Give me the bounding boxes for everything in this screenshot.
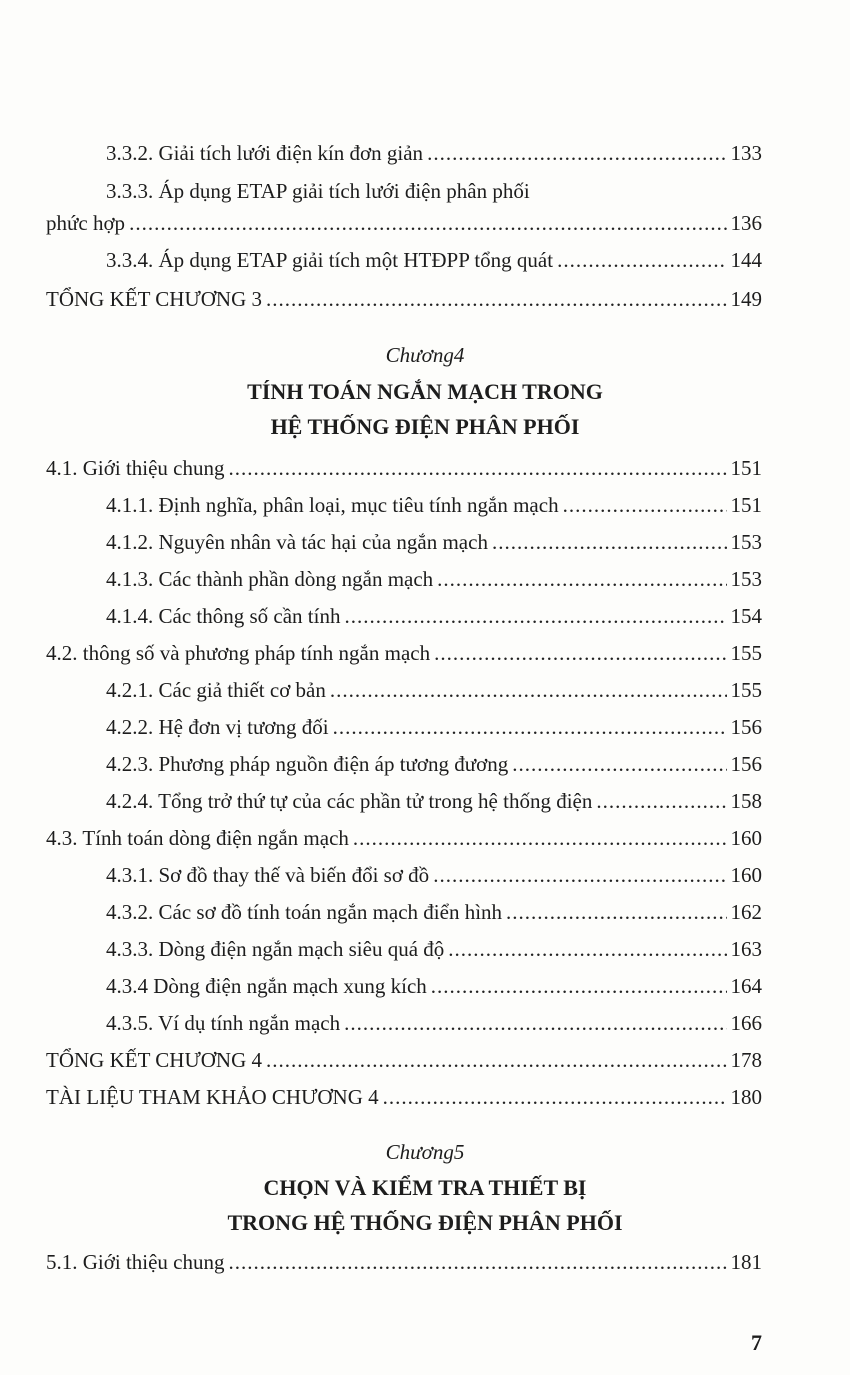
leader-dots xyxy=(557,246,726,274)
toc-entry[interactable] xyxy=(106,676,762,704)
toc-entry-page: 180 xyxy=(730,1085,762,1109)
toc-entry-label: 4.1.2. Nguyên nhân và tác hại của ngắn mạch xyxy=(106,530,488,554)
chapter-title: TRONG HỆ THỐNG ĐIỆN PHÂN PHỐI xyxy=(227,1210,623,1235)
toc-entry-label: TỔNG KẾT CHƯƠNG 4 xyxy=(46,1048,262,1072)
toc-entry-page: 149 xyxy=(730,287,762,311)
leader-dots xyxy=(344,1009,726,1037)
toc-entry[interactable] xyxy=(46,824,762,852)
toc-entry-page: 162 xyxy=(730,900,762,924)
toc-entry-page: 153 xyxy=(730,530,762,554)
toc-entry-page: 181 xyxy=(730,1250,762,1274)
toc-entry[interactable] xyxy=(46,209,762,237)
leader-dots xyxy=(434,639,726,667)
toc-entry-label: 4.3.5. Ví dụ tính ngắn mạch xyxy=(106,1011,341,1035)
toc-entry[interactable] xyxy=(106,491,762,519)
toc-entry[interactable] xyxy=(106,861,762,889)
toc-entry-page: 166 xyxy=(730,1011,762,1035)
leader-dots xyxy=(596,787,726,815)
toc-entry-page: 154 xyxy=(730,604,762,628)
toc-entry-page: 144 xyxy=(730,248,762,272)
chapter-label: Chương4 xyxy=(385,343,465,367)
toc-entry-label: 4.1.3. Các thành phần dòng ngắn mạch xyxy=(106,567,434,591)
toc-entry-label: 3.3.4. Áp dụng ETAP giải tích một HTĐPP tổng quát xyxy=(106,248,554,272)
toc-entry-label: 4.3.2. Các sơ đồ tính toán ngắn mạch điển hình xyxy=(106,900,503,924)
toc-entry[interactable] xyxy=(46,1083,762,1111)
toc-entry[interactable] xyxy=(46,1248,762,1276)
toc-entry-label: 4.2.2. Hệ đơn vị tương đối xyxy=(106,715,329,739)
chapter-title: CHỌN VÀ KIỂM TRA THIẾT BỊ xyxy=(263,1175,587,1200)
toc-entry[interactable] xyxy=(106,713,762,741)
leader-dots xyxy=(427,139,726,167)
toc-entry-label: 4.3.1. Sơ đồ thay thế và biến đổi sơ đồ xyxy=(106,863,430,887)
toc-entry[interactable] xyxy=(106,565,762,593)
leader-dots xyxy=(431,972,727,1000)
toc-entry[interactable] xyxy=(106,935,762,963)
leader-dots xyxy=(229,454,727,482)
toc-entry[interactable] xyxy=(106,1009,762,1037)
toc-entry[interactable] xyxy=(106,972,762,1000)
toc-entry-page: 155 xyxy=(730,678,762,702)
leader-dots xyxy=(506,898,726,926)
leader-dots xyxy=(229,1248,727,1276)
toc-entry-page: 163 xyxy=(730,937,762,961)
toc-entry-label: TỔNG KẾT CHƯƠNG 3 xyxy=(46,287,262,311)
leader-dots xyxy=(433,861,726,889)
leader-dots xyxy=(129,209,726,237)
leader-dots xyxy=(492,528,727,556)
toc-entry-label: 5.1. Giới thiệu chung xyxy=(46,1250,225,1274)
leader-dots xyxy=(333,713,727,741)
toc-entry-label: 4.2.1. Các giả thiết cơ bản xyxy=(106,678,326,702)
leader-dots xyxy=(344,602,726,630)
toc-entry-page: 156 xyxy=(730,715,762,739)
leader-dots xyxy=(266,285,727,313)
toc-entry-label: 4.2.3. Phương pháp nguồn điện áp tương đương xyxy=(106,752,509,776)
toc-entry-page: 160 xyxy=(730,826,762,850)
leader-dots xyxy=(448,935,726,963)
toc-entry-label: 4.2. thông số và phương pháp tính ngắn mạch xyxy=(46,641,431,665)
toc-entry[interactable] xyxy=(106,246,762,274)
toc-entry-page: 133 xyxy=(730,141,762,165)
toc-entry-label-line1[interactable]: 3.3.3. Áp dụng ETAP giải tích lưới điện phân phối xyxy=(106,179,530,203)
page-number: 7 xyxy=(751,1330,762,1355)
toc-entry-page: 151 xyxy=(730,493,762,517)
toc-entry-page: 151 xyxy=(730,456,762,480)
leader-dots xyxy=(512,750,726,778)
toc-entry-label: 4.1. Giới thiệu chung xyxy=(46,456,225,480)
toc-entry-label: 4.3.4 Dòng điện ngắn mạch xung kích xyxy=(106,974,427,998)
toc-entry-label: 4.2.4. Tổng trở thứ tự của các phần tử trong hệ thống điện xyxy=(106,789,593,813)
toc-entry[interactable] xyxy=(46,639,762,667)
toc-entry-page: 160 xyxy=(730,863,762,887)
toc-entry-page: 156 xyxy=(730,752,762,776)
toc-entry[interactable] xyxy=(106,602,762,630)
toc-entry[interactable] xyxy=(46,454,762,482)
leader-dots xyxy=(330,676,727,704)
toc-entry[interactable] xyxy=(106,787,762,815)
toc-entry-page: 158 xyxy=(730,789,762,813)
toc-entry[interactable] xyxy=(106,898,762,926)
leader-dots xyxy=(266,1046,727,1074)
chapter-label: Chương5 xyxy=(385,1140,465,1164)
toc-entry-page: 136 xyxy=(730,211,762,235)
toc-entry-label: 4.1.4. Các thông số cần tính xyxy=(106,604,341,628)
toc-entry[interactable] xyxy=(106,139,762,167)
toc-entry-page: 164 xyxy=(730,974,762,998)
leader-dots xyxy=(437,565,726,593)
toc-entry[interactable] xyxy=(46,1046,762,1074)
toc-entry-label: 4.1.1. Định nghĩa, phân loại, mục tiêu tính ngắn mạch xyxy=(106,493,559,517)
leader-dots xyxy=(563,491,727,519)
toc-entry-page: 155 xyxy=(730,641,762,665)
toc-entry-label: 4.3. Tính toán dòng điện ngắn mạch xyxy=(46,826,349,850)
leader-dots xyxy=(353,824,727,852)
toc-entry[interactable] xyxy=(46,285,762,313)
toc-entry[interactable] xyxy=(106,750,762,778)
chapter-title: TÍNH TOÁN NGẮN MẠCH TRONG xyxy=(247,379,603,404)
toc-entry-page: 178 xyxy=(730,1048,762,1072)
toc-entry-label: phức hợp xyxy=(46,211,126,235)
toc-entry-label: 3.3.2. Giải tích lưới điện kín đơn giản xyxy=(106,141,424,165)
chapter-title: HỆ THỐNG ĐIỆN PHÂN PHỐI xyxy=(270,414,580,439)
leader-dots xyxy=(383,1083,727,1111)
toc-entry-label: 4.3.3. Dòng điện ngắn mạch siêu quá độ xyxy=(106,937,445,961)
toc-entry-label: TÀI LIỆU THAM KHẢO CHƯƠNG 4 xyxy=(46,1085,379,1109)
toc-entry[interactable] xyxy=(106,528,762,556)
toc-entry-page: 153 xyxy=(730,567,762,591)
